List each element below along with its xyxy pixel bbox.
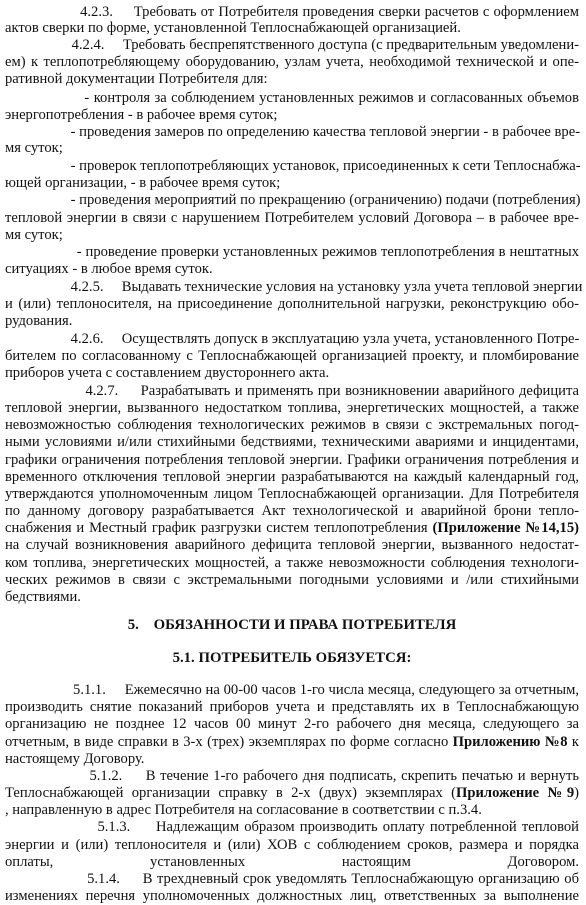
text-line <box>5 520 579 537</box>
line-text: 4.2.3. Требовать от Потребителя проведения сверки расчетов с оформлением <box>5 4 579 20</box>
line-text: производить снятие показаний приборов учета и представлять их в Теплоснабжающую <box>5 699 579 715</box>
line-text: по данному договору разрабатывается Акт технологической и аварийной брони тепло- <box>5 503 579 519</box>
line-text: - проведения замеров по определению качества тепловой энергии - в рабочее вре- <box>5 124 581 140</box>
text-line <box>5 348 579 365</box>
section-heading <box>5 650 579 667</box>
line-text: бедствиями. <box>5 589 81 605</box>
text-line <box>5 716 579 733</box>
line-text: 5.1. ПОТРЕБИТЕЛЬ ОБЯЗУЕТСЯ: <box>172 650 412 666</box>
line-text: снабжения и Местный график разгрузки систем теплопотребления <box>5 520 433 536</box>
line-text: ными условиями и/или стихийными бедствиями, техническими авариями и инцидентами, <box>5 434 579 450</box>
text-line <box>5 555 579 572</box>
text-line <box>5 871 579 888</box>
line-text: временного отключения тепловой энергии разрабатываются на каждый календарный год, <box>5 469 579 485</box>
line-text: 4.2.6. Осуществлять допуск в эксплуатацию узла учета, установленного Потре- <box>5 331 580 347</box>
line-text: ком топлива, энергетических мощностей, а также невозможности соблюдения технологи- <box>5 555 579 571</box>
line-text: ющей организации, - в рабочее время суток; <box>5 175 281 191</box>
line-text: организацию не позднее 12 часов 00 минут 2-го рабочего дня месяца, следующего за <box>5 716 579 732</box>
text-line <box>5 572 579 589</box>
text-line <box>5 37 579 54</box>
text-line <box>5 682 579 699</box>
line-text: 5.1.3. Надлежащим образом производить оплату потребленной тепловой <box>5 819 579 835</box>
text-line <box>5 469 579 486</box>
text-line <box>5 331 579 348</box>
line-text: 5. ОБЯЗАННОСТИ И ПРАВА ПОТРЕБИТЕЛЯ <box>127 617 457 633</box>
text-line <box>5 503 579 520</box>
text-line <box>5 854 579 871</box>
line-text: бителем по согласованному с Теплоснабжающей организацией проекту, и пломбирование <box>5 348 579 364</box>
line-text: отчетным, в виде справки в 3-х (трех) экземплярах по форме согласно <box>5 734 453 750</box>
text-line <box>5 296 579 313</box>
text-line <box>5 210 579 227</box>
line-text: - проведение проверки установленных режимов теплопотребления в нештатных <box>5 244 579 260</box>
line-text: 4.2.4. Требовать беспрепятственного доступа (с предварительным уведомлени- <box>5 37 579 53</box>
text-line <box>5 734 579 751</box>
line-text: невозможностью соблюдения технологических режимов в связи с экстремальных погод- <box>5 417 579 433</box>
line-text: ситуациях - в любое время суток. <box>5 261 213 277</box>
text-line <box>5 227 579 244</box>
line-text: изменениях перечня уполномоченных должностных лиц, ответственных за выполнение <box>5 888 579 904</box>
appendix-reference: Приложению №8 <box>452 734 568 750</box>
text-line <box>5 244 579 261</box>
text-line <box>5 589 579 606</box>
text-line <box>5 400 579 417</box>
text-line <box>5 819 579 836</box>
line-text: Теплоснабжающей организации справку в 2-х (двух) экземплярах ( <box>5 785 456 801</box>
line-text: мя суток; <box>5 140 63 156</box>
line-text: ративной документации Потребителя для: <box>5 71 268 87</box>
line-text: энергии и (или) теплоносителя и (или) ХОВ с соблюдением сроков, размера и порядка <box>5 837 579 853</box>
text-line <box>5 383 579 400</box>
appendix-reference: (Приложение №14,15) <box>432 520 579 536</box>
line-text: 5.1.1. Ежемесячно на 00-00 часов 1-го числа месяца, следующего за отчетным, <box>5 682 579 698</box>
line-text: 5.1.4. В трехдневный срок уведомлять Теплоснабжающую организацию об <box>5 871 579 887</box>
line-text: 4.2.5. Выдавать технические условия на установку узла учета тепловой энергии <box>5 279 583 295</box>
appendix-reference: Приложение №9 <box>456 785 575 801</box>
text-line <box>5 20 579 37</box>
line-text: - проведения мероприятий по прекращению (ограничению) подачи (потребления) <box>5 192 581 208</box>
text-line <box>5 158 579 175</box>
line-text: тепловой энергии, вызванного недостатком топлива, энергетических мощностей, а также <box>5 400 579 416</box>
text-line <box>5 486 579 503</box>
text-line <box>5 192 579 209</box>
line-text: 5.1.2. В течение 1-го рабочего дня подписать, скрепить печатью и вернуть <box>5 768 579 784</box>
text-line <box>5 802 579 819</box>
line-text: 4.2.7. Разрабатывать и применять при возникновении аварийного дефицита <box>5 383 579 399</box>
line-text: мя суток; <box>5 227 63 243</box>
line-text-tail: к <box>567 734 579 750</box>
line-text: тепловой энергии в связи с нарушением Потребителем условий Договора – в рабочее вре- <box>5 210 579 226</box>
line-text: энергопотребления - в рабочее время суток; <box>5 107 278 123</box>
line-text: оплаты, установленных настоящим Договором. <box>5 854 579 870</box>
line-text: - проверок теплопотребляющих установок, присоединенных к сети Теплоснабжа- <box>5 158 581 174</box>
text-line <box>5 90 579 107</box>
text-line <box>5 768 579 785</box>
line-text: и (или) теплоносителя, на присоединение дополнительной нагрузки, реконструкцию обо- <box>5 296 579 312</box>
line-text: актов сверки по форме, установленной Теплоснабжающей организацией. <box>5 20 461 36</box>
text-line <box>5 452 579 469</box>
line-text: , направленную в адрес Потребителя на согласование в соответствии с п.3.4. <box>5 802 482 818</box>
text-line <box>5 54 579 71</box>
text-line <box>5 537 579 554</box>
text-line <box>5 751 579 768</box>
line-text: рудования. <box>5 313 73 329</box>
line-text: ем) к теплопотребляющему оборудованию, узлам учета, необходимой технической и опе- <box>5 54 579 70</box>
line-text: настоящему Договору. <box>5 751 145 767</box>
text-line <box>5 71 579 88</box>
text-line <box>5 313 579 330</box>
line-text: графики ограничения потребления тепловой энергии. Графики ограничения потребления и <box>5 452 579 468</box>
line-text: ческих режимов в связи с экстремальными погодными условиями и /или стихийными <box>5 572 579 588</box>
text-line <box>5 417 579 434</box>
text-line <box>5 888 579 905</box>
text-line <box>5 279 583 296</box>
line-text: на случай возникновения аварийного дефицита тепловой энергии, вызванного недостат- <box>5 537 579 553</box>
text-line <box>5 140 579 157</box>
text-line <box>5 699 579 716</box>
line-text-tail: ) <box>574 785 579 801</box>
text-line <box>5 365 579 382</box>
line-text: утверждаются уполномоченным лицом Теплоснабжающей организации. Для Потребителя <box>5 486 579 502</box>
line-text: - контроля за соблюдением установленных режимов и согласованных объемов <box>5 90 579 106</box>
text-line <box>5 175 579 192</box>
text-line <box>5 107 579 124</box>
text-line <box>5 261 579 278</box>
text-line <box>5 124 579 141</box>
text-line <box>5 434 579 451</box>
text-line <box>5 4 579 21</box>
line-text: приборов учета с составлением двустороннего акта. <box>5 365 330 381</box>
section-heading <box>5 617 579 634</box>
text-line <box>5 785 579 802</box>
text-line <box>5 837 579 854</box>
